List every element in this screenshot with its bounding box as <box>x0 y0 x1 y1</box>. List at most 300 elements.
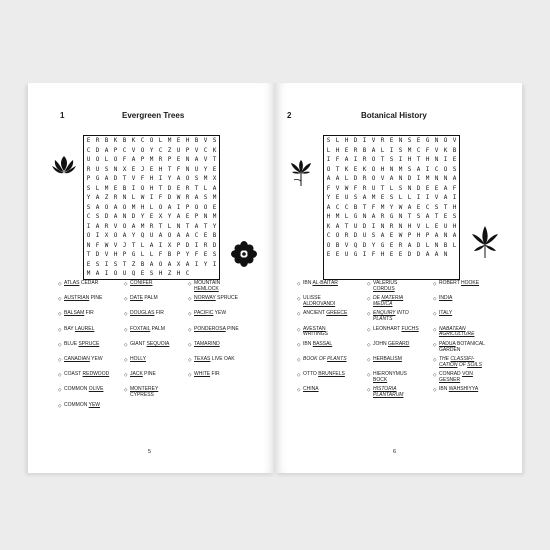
grid-letter[interactable]: R <box>362 184 367 192</box>
grid-letter[interactable]: E <box>425 184 430 192</box>
grid-letter[interactable]: E <box>113 184 118 192</box>
grid-letter[interactable]: H <box>149 184 154 192</box>
grid-letter[interactable]: F <box>326 184 331 192</box>
grid-letter[interactable]: O <box>113 232 118 240</box>
grid-letter[interactable]: D <box>95 251 100 259</box>
grid-letter[interactable]: E <box>203 232 208 240</box>
grid-letter[interactable]: A <box>176 232 181 240</box>
grid-letter[interactable]: S <box>389 194 394 202</box>
grid-letter[interactable]: I <box>104 260 109 268</box>
grid-letter[interactable]: E <box>389 241 394 249</box>
grid-letter[interactable]: C <box>344 203 349 211</box>
grid-letter[interactable]: P <box>140 156 145 164</box>
grid-letter[interactable]: E <box>353 165 358 173</box>
grid-letter[interactable]: L <box>398 194 403 202</box>
grid-letter[interactable]: R <box>104 222 109 230</box>
grid-letter[interactable]: N <box>389 165 394 173</box>
grid-letter[interactable]: C <box>86 146 91 154</box>
grid-letter[interactable]: Y <box>131 232 136 240</box>
grid-letter[interactable]: E <box>86 137 91 144</box>
grid-letter[interactable]: N <box>362 213 367 221</box>
grid-letter[interactable]: A <box>95 222 100 230</box>
grid-letter[interactable]: I <box>104 270 109 278</box>
grid-letter[interactable]: P <box>407 232 412 240</box>
grid-letter[interactable]: V <box>131 146 136 154</box>
grid-letter[interactable]: E <box>389 137 394 144</box>
grid-letter[interactable]: B <box>353 203 358 211</box>
grid-letter[interactable]: S <box>326 137 331 144</box>
grid-letter[interactable]: I <box>389 146 394 154</box>
grid-letter[interactable]: L <box>95 184 100 192</box>
grid-letter[interactable]: E <box>335 251 340 259</box>
grid-letter[interactable]: A <box>149 241 154 249</box>
grid-letter[interactable]: L <box>131 194 136 202</box>
grid-letter[interactable]: T <box>158 184 163 192</box>
grid-letter[interactable]: N <box>434 175 439 183</box>
grid-letter[interactable]: V <box>104 251 109 259</box>
grid-letter[interactable]: H <box>416 232 421 240</box>
grid-letter[interactable]: T <box>185 222 190 230</box>
grid-letter[interactable]: W <box>176 194 181 202</box>
grid-letter[interactable]: E <box>176 156 181 164</box>
grid-letter[interactable]: O <box>113 270 118 278</box>
grid-letter[interactable]: A <box>194 194 199 202</box>
word-search-grid[interactable] <box>83 135 220 280</box>
grid-letter[interactable]: E <box>149 213 154 221</box>
grid-letter[interactable]: E <box>326 251 331 259</box>
grid-letter[interactable]: E <box>443 213 448 221</box>
grid-letter[interactable]: W <box>140 194 145 202</box>
grid-letter[interactable]: N <box>398 175 403 183</box>
grid-letter[interactable]: A <box>167 260 172 268</box>
grid-letter[interactable]: V <box>416 222 421 230</box>
grid-letter[interactable]: I <box>398 156 403 164</box>
grid-letter[interactable]: M <box>212 213 217 221</box>
grid-letter[interactable]: L <box>158 137 163 144</box>
grid-letter[interactable]: Q <box>140 232 145 240</box>
grid-letter[interactable]: Y <box>149 146 154 154</box>
grid-letter[interactable]: H <box>380 165 385 173</box>
grid-letter[interactable]: J <box>122 241 127 249</box>
grid-letter[interactable]: D <box>113 175 118 183</box>
grid-letter[interactable]: W <box>398 232 403 240</box>
grid-letter[interactable]: I <box>326 156 331 164</box>
grid-letter[interactable]: D <box>416 184 421 192</box>
grid-letter[interactable]: B <box>362 146 367 154</box>
grid-letter[interactable]: D <box>167 194 172 202</box>
grid-letter[interactable]: O <box>203 203 208 211</box>
grid-letter[interactable]: A <box>434 251 439 259</box>
grid-letter[interactable]: H <box>380 251 385 259</box>
grid-letter[interactable]: R <box>86 165 91 173</box>
grid-letter[interactable]: Y <box>371 241 376 249</box>
grid-letter[interactable]: Y <box>185 251 190 259</box>
grid-letter[interactable]: E <box>212 203 217 211</box>
grid-letter[interactable]: V <box>344 241 349 249</box>
grid-letter[interactable]: G <box>353 251 358 259</box>
grid-letter[interactable]: Y <box>203 260 208 268</box>
grid-letter[interactable]: Y <box>140 213 145 221</box>
grid-letter[interactable]: I <box>176 203 181 211</box>
grid-letter[interactable]: D <box>167 184 172 192</box>
grid-letter[interactable]: I <box>443 156 448 164</box>
grid-letter[interactable]: F <box>158 251 163 259</box>
grid-letter[interactable]: X <box>158 213 163 221</box>
grid-letter[interactable]: O <box>122 222 127 230</box>
grid-letter[interactable]: I <box>212 260 217 268</box>
grid-letter[interactable]: A <box>407 203 412 211</box>
grid-letter[interactable]: T <box>344 222 349 230</box>
grid-letter[interactable]: E <box>86 260 91 268</box>
grid-letter[interactable]: O <box>86 232 91 240</box>
grid-letter[interactable]: P <box>113 146 118 154</box>
grid-letter[interactable]: O <box>326 241 331 249</box>
grid-letter[interactable]: H <box>158 270 163 278</box>
grid-letter[interactable]: A <box>176 175 181 183</box>
grid-letter[interactable]: L <box>104 156 109 164</box>
grid-letter[interactable]: D <box>212 241 217 249</box>
grid-letter[interactable]: A <box>131 156 136 164</box>
grid-letter[interactable]: A <box>212 184 217 192</box>
grid-letter[interactable]: C <box>140 137 145 144</box>
grid-letter[interactable]: F <box>158 194 163 202</box>
grid-letter[interactable]: O <box>371 156 376 164</box>
grid-letter[interactable]: F <box>140 175 145 183</box>
grid-letter[interactable]: M <box>407 146 412 154</box>
grid-letter[interactable]: A <box>95 203 100 211</box>
grid-letter[interactable]: C <box>194 232 199 240</box>
grid-letter[interactable]: C <box>335 203 340 211</box>
grid-letter[interactable]: G <box>389 213 394 221</box>
grid-letter[interactable]: O <box>149 137 154 144</box>
grid-letter[interactable]: S <box>86 203 91 211</box>
grid-letter[interactable]: K <box>344 165 349 173</box>
grid-letter[interactable]: M <box>212 194 217 202</box>
grid-letter[interactable]: P <box>194 213 199 221</box>
grid-letter[interactable]: E <box>335 194 340 202</box>
grid-letter[interactable]: L <box>140 251 145 259</box>
grid-letter[interactable]: V <box>203 156 208 164</box>
grid-letter[interactable]: H <box>407 222 412 230</box>
grid-letter[interactable]: A <box>95 270 100 278</box>
grid-letter[interactable]: A <box>371 146 376 154</box>
grid-letter[interactable]: I <box>425 194 430 202</box>
grid-letter[interactable]: N <box>185 156 190 164</box>
grid-letter[interactable]: B <box>167 251 172 259</box>
grid-letter[interactable]: E <box>140 270 145 278</box>
grid-letter[interactable]: U <box>122 270 127 278</box>
grid-letter[interactable]: B <box>122 184 127 192</box>
grid-letter[interactable]: C <box>158 146 163 154</box>
grid-letter[interactable]: A <box>380 232 385 240</box>
grid-letter[interactable]: L <box>344 213 349 221</box>
grid-letter[interactable]: S <box>149 270 154 278</box>
grid-letter[interactable]: T <box>167 165 172 173</box>
grid-letter[interactable]: Q <box>353 241 358 249</box>
grid-letter[interactable]: B <box>122 137 127 144</box>
grid-letter[interactable]: R <box>149 222 154 230</box>
grid-letter[interactable]: I <box>95 232 100 240</box>
grid-letter[interactable]: L <box>149 203 154 211</box>
grid-letter[interactable]: K <box>443 146 448 154</box>
grid-letter[interactable]: E <box>212 165 217 173</box>
grid-letter[interactable]: A <box>326 175 331 183</box>
grid-letter[interactable]: M <box>425 175 430 183</box>
grid-letter[interactable]: E <box>149 165 154 173</box>
grid-letter[interactable]: T <box>194 184 199 192</box>
grid-letter[interactable]: G <box>131 251 136 259</box>
grid-letter[interactable]: O <box>335 232 340 240</box>
grid-letter[interactable]: D <box>104 213 109 221</box>
grid-letter[interactable]: R <box>389 222 394 230</box>
grid-letter[interactable]: Y <box>203 165 208 173</box>
grid-letter[interactable]: L <box>335 137 340 144</box>
grid-letter[interactable]: R <box>113 194 118 202</box>
grid-letter[interactable]: H <box>344 137 349 144</box>
grid-letter[interactable]: P <box>176 251 181 259</box>
grid-letter[interactable]: L <box>344 175 349 183</box>
grid-letter[interactable]: O <box>140 184 145 192</box>
grid-letter[interactable]: S <box>389 156 394 164</box>
grid-letter[interactable]: P <box>167 156 172 164</box>
grid-letter[interactable]: V <box>194 146 199 154</box>
grid-letter[interactable]: L <box>407 194 412 202</box>
grid-letter[interactable]: H <box>335 146 340 154</box>
grid-letter[interactable]: L <box>425 222 430 230</box>
grid-letter[interactable]: H <box>425 156 430 164</box>
grid-letter[interactable]: C <box>416 146 421 154</box>
grid-letter[interactable]: U <box>149 232 154 240</box>
grid-letter[interactable]: L <box>425 241 430 249</box>
grid-letter[interactable]: B <box>212 232 217 240</box>
grid-letter[interactable]: D <box>416 251 421 259</box>
grid-letter[interactable]: F <box>122 156 127 164</box>
grid-letter[interactable]: K <box>113 137 118 144</box>
grid-letter[interactable]: H <box>113 251 118 259</box>
grid-letter[interactable]: S <box>416 213 421 221</box>
grid-letter[interactable]: B <box>140 260 145 268</box>
grid-letter[interactable]: O <box>158 203 163 211</box>
grid-letter[interactable]: D <box>362 241 367 249</box>
grid-letter[interactable]: I <box>158 175 163 183</box>
grid-letter[interactable]: P <box>122 251 127 259</box>
grid-letter[interactable]: A <box>344 156 349 164</box>
grid-letter[interactable]: N <box>86 241 91 249</box>
grid-letter[interactable]: D <box>416 241 421 249</box>
grid-letter[interactable]: A <box>443 184 448 192</box>
grid-letter[interactable]: U <box>95 165 100 173</box>
grid-letter[interactable]: C <box>86 213 91 221</box>
grid-letter[interactable]: T <box>380 156 385 164</box>
grid-letter[interactable]: I <box>149 194 154 202</box>
grid-letter[interactable]: B <box>194 137 199 144</box>
grid-letter[interactable]: X <box>122 165 127 173</box>
grid-letter[interactable]: G <box>353 213 358 221</box>
grid-letter[interactable]: S <box>104 165 109 173</box>
grid-letter[interactable]: H <box>452 203 457 211</box>
grid-letter[interactable]: A <box>176 213 181 221</box>
grid-letter[interactable]: R <box>185 184 190 192</box>
grid-letter[interactable]: V <box>371 137 376 144</box>
grid-letter[interactable]: P <box>185 203 190 211</box>
grid-letter[interactable]: I <box>362 137 367 144</box>
grid-letter[interactable]: A <box>185 260 190 268</box>
grid-letter[interactable]: B <box>104 137 109 144</box>
grid-letter[interactable]: A <box>425 213 430 221</box>
grid-letter[interactable]: E <box>176 137 181 144</box>
grid-letter[interactable]: K <box>131 137 136 144</box>
grid-letter[interactable]: Y <box>167 213 172 221</box>
grid-letter[interactable]: A <box>407 241 412 249</box>
grid-letter[interactable]: L <box>389 184 394 192</box>
grid-letter[interactable]: S <box>398 146 403 154</box>
grid-letter[interactable]: T <box>122 175 127 183</box>
grid-letter[interactable]: N <box>434 241 439 249</box>
grid-letter[interactable]: L <box>167 222 172 230</box>
grid-letter[interactable]: N <box>176 222 181 230</box>
grid-letter[interactable]: R <box>380 213 385 221</box>
grid-letter[interactable]: U <box>362 232 367 240</box>
grid-letter[interactable]: T <box>434 213 439 221</box>
grid-letter[interactable]: X <box>104 232 109 240</box>
grid-letter[interactable]: S <box>371 232 376 240</box>
grid-letter[interactable]: G <box>380 241 385 249</box>
grid-letter[interactable]: M <box>398 165 403 173</box>
grid-letter[interactable]: M <box>203 175 208 183</box>
grid-letter[interactable]: Z <box>104 194 109 202</box>
grid-letter[interactable]: N <box>398 137 403 144</box>
grid-letter[interactable]: R <box>185 194 190 202</box>
grid-letter[interactable]: O <box>95 156 100 164</box>
grid-letter[interactable]: O <box>158 260 163 268</box>
grid-letter[interactable]: E <box>203 251 208 259</box>
grid-letter[interactable]: C <box>434 165 439 173</box>
grid-letter[interactable]: A <box>113 213 118 221</box>
grid-letter[interactable]: I <box>86 222 91 230</box>
grid-letter[interactable]: M <box>104 184 109 192</box>
grid-letter[interactable]: S <box>212 137 217 144</box>
grid-letter[interactable]: A <box>194 222 199 230</box>
grid-letter[interactable]: E <box>389 232 394 240</box>
grid-letter[interactable]: F <box>176 165 181 173</box>
grid-letter[interactable]: A <box>335 222 340 230</box>
grid-letter[interactable]: S <box>95 213 100 221</box>
grid-letter[interactable]: F <box>371 203 376 211</box>
grid-letter[interactable]: T <box>407 213 412 221</box>
grid-letter[interactable]: K <box>326 222 331 230</box>
grid-letter[interactable]: N <box>434 137 439 144</box>
grid-letter[interactable]: V <box>434 146 439 154</box>
grid-letter[interactable]: E <box>416 137 421 144</box>
grid-letter[interactable]: S <box>113 260 118 268</box>
grid-letter[interactable]: K <box>212 146 217 154</box>
grid-letter[interactable]: D <box>131 213 136 221</box>
grid-letter[interactable]: E <box>131 165 136 173</box>
grid-letter[interactable]: A <box>131 222 136 230</box>
grid-letter[interactable]: F <box>95 241 100 249</box>
grid-letter[interactable]: Z <box>167 146 172 154</box>
grid-letter[interactable]: D <box>185 241 190 249</box>
grid-letter[interactable]: I <box>353 156 358 164</box>
grid-letter[interactable]: H <box>176 270 181 278</box>
grid-letter[interactable]: A <box>452 175 457 183</box>
grid-letter[interactable]: N <box>203 213 208 221</box>
grid-letter[interactable]: M <box>131 203 136 211</box>
grid-letter[interactable]: M <box>335 213 340 221</box>
grid-letter[interactable]: H <box>185 137 190 144</box>
grid-letter[interactable]: E <box>344 146 349 154</box>
grid-letter[interactable]: A <box>326 203 331 211</box>
grid-letter[interactable]: N <box>398 213 403 221</box>
grid-letter[interactable]: N <box>443 232 448 240</box>
grid-letter[interactable]: F <box>452 184 457 192</box>
grid-letter[interactable]: S <box>407 137 412 144</box>
grid-letter[interactable]: L <box>452 241 457 249</box>
grid-letter[interactable]: S <box>203 194 208 202</box>
grid-letter[interactable]: R <box>398 241 403 249</box>
grid-letter[interactable]: R <box>158 156 163 164</box>
grid-letter[interactable]: A <box>434 232 439 240</box>
grid-letter[interactable]: M <box>380 203 385 211</box>
grid-letter[interactable]: O <box>167 232 172 240</box>
grid-letter[interactable]: C <box>122 146 127 154</box>
grid-letter[interactable]: A <box>416 165 421 173</box>
grid-letter[interactable]: A <box>122 232 127 240</box>
grid-letter[interactable]: B <box>452 146 457 154</box>
grid-letter[interactable]: V <box>131 175 136 183</box>
grid-letter[interactable]: D <box>353 175 358 183</box>
grid-letter[interactable]: R <box>362 175 367 183</box>
grid-letter[interactable]: N <box>113 165 118 173</box>
grid-letter[interactable]: N <box>407 184 412 192</box>
grid-letter[interactable]: S <box>434 203 439 211</box>
grid-letter[interactable]: W <box>104 241 109 249</box>
grid-letter[interactable]: O <box>443 137 448 144</box>
grid-letter[interactable]: O <box>104 203 109 211</box>
grid-letter[interactable]: G <box>95 175 100 183</box>
grid-letter[interactable]: A <box>113 203 118 211</box>
grid-letter[interactable]: P <box>185 146 190 154</box>
grid-letter[interactable]: T <box>380 184 385 192</box>
grid-letter[interactable]: T <box>416 156 421 164</box>
grid-letter[interactable]: M <box>149 156 154 164</box>
grid-letter[interactable]: L <box>203 184 208 192</box>
grid-letter[interactable]: S <box>398 184 403 192</box>
grid-letter[interactable]: X <box>212 175 217 183</box>
grid-letter[interactable]: D <box>353 232 358 240</box>
grid-letter[interactable]: L <box>326 146 331 154</box>
grid-letter[interactable]: H <box>452 222 457 230</box>
grid-letter[interactable]: H <box>158 165 163 173</box>
grid-letter[interactable]: D <box>353 137 358 144</box>
grid-letter[interactable]: X <box>176 260 181 268</box>
grid-letter[interactable]: E <box>380 194 385 202</box>
grid-letter[interactable]: O <box>326 165 331 173</box>
grid-letter[interactable]: E <box>389 251 394 259</box>
grid-letter[interactable]: I <box>194 241 199 249</box>
grid-letter[interactable]: D <box>407 251 412 259</box>
grid-letter[interactable]: A <box>389 175 394 183</box>
grid-letter[interactable]: V <box>113 241 118 249</box>
grid-letter[interactable]: A <box>104 175 109 183</box>
grid-letter[interactable]: A <box>185 232 190 240</box>
grid-letter[interactable]: H <box>407 156 412 164</box>
grid-letter[interactable]: M <box>371 194 376 202</box>
grid-letter[interactable]: E <box>398 251 403 259</box>
grid-letter[interactable]: P <box>176 241 181 249</box>
grid-letter[interactable]: S <box>86 184 91 192</box>
grid-letter[interactable]: E <box>176 184 181 192</box>
